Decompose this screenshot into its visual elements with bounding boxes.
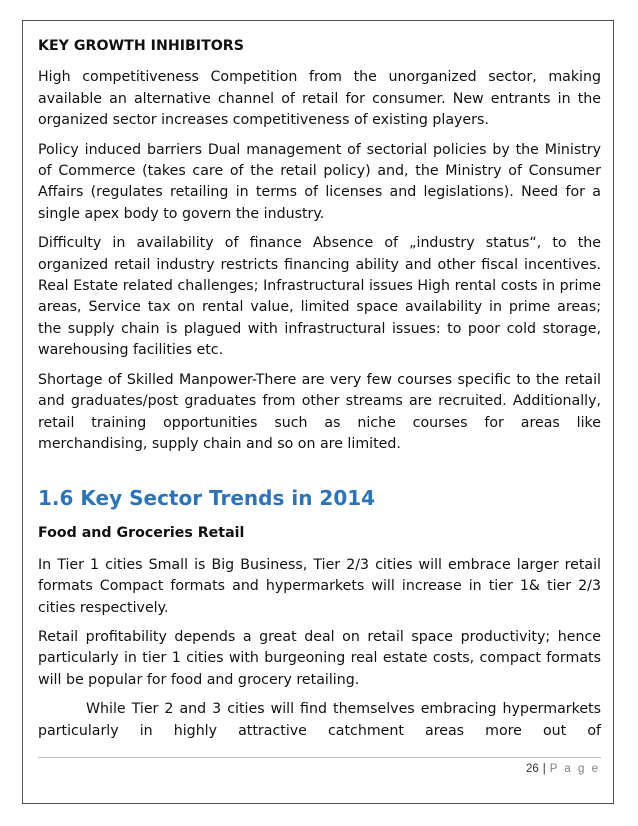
trend-paragraph-continued: While Tier 2 and 3 cities will find themselves embracing hypermarkets particularly in highly attractive catchment areas more out of — [38, 701, 601, 739]
inhibitor-paragraph: High competitiveness Competition from the unorganized sector, making available an alternative channel of retail for consumer. New entrants in the organized sector increases competitiveness of existing players. — [38, 69, 601, 129]
trend-paragraph: In Tier 1 cities Small is Big Business, Tier 2/3 cities will embrace larger retail formats Compact formats and hypermarkets will increase in tier 1& tier 2/3 cities respectively. — [38, 556, 601, 616]
section-title: 1.6 Key Sector Trends in 2014 — [38, 486, 376, 511]
page-footer — [526, 763, 600, 775]
inhibitors-heading: KEY GROWTH INHIBITORS — [38, 38, 244, 54]
trend-paragraph: Retail profitability depends a great deal on retail space productivity; hence particularly in tier 1 cities with burgeoning real estate costs, compact formats will be popular for food and grocery retailing. — [38, 628, 601, 688]
inhibitor-paragraph: Difficulty in availability of finance Absence of „industry status“, to the organized retail industry restricts financing ability and other fiscal incentives. Real Estate related challenges; Infrastructural issues High rental costs in prime areas, Service tax on rental value, limited space availability in prime areas; the supply chain is plagued with infrastructural issues: to poor cold storage, warehousing facilities etc. — [38, 235, 601, 359]
inhibitor-paragraph: Policy induced barriers Dual management of sectorial policies by the Ministry of Commerce (takes care of the retail policy) and, the Ministry of Consumer Affairs (regulates retailing in terms of licenses and legislations). Need for a single apex body to govern the industry. — [38, 141, 601, 222]
page-label: P a g e — [549, 763, 600, 775]
footer-divider — [38, 757, 601, 758]
footer-separator: | — [542, 763, 546, 775]
page-number: 26 — [525, 763, 539, 775]
inhibitor-paragraph: Shortage of Skilled Manpower-There are very few courses specific to the retail and graduates/post graduates from other streams are recruited. Additionally, retail training opportunities such as niche courses for areas like merchandising, supply chain and so on are limited. — [38, 371, 601, 452]
subsection-heading: Food and Groceries Retail — [38, 525, 245, 542]
document-body — [38, 36, 601, 750]
